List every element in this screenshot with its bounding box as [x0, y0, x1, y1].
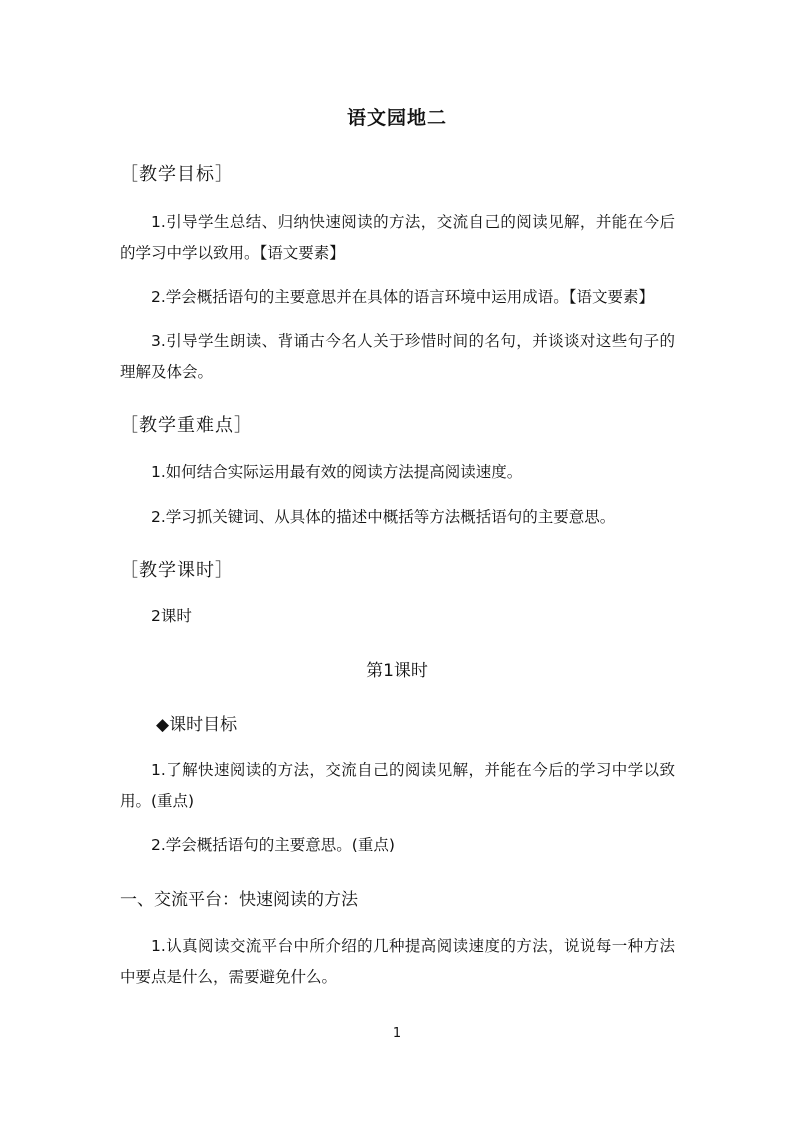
- goals-heading: ［教学目标］: [120, 164, 234, 185]
- goal-item-2: 2.学会概括语句的主要意思并在具体的语言环境中运用成语。【语文要素】: [151, 288, 655, 306]
- lesson-goals-heading: ◆课时目标: [156, 715, 238, 735]
- periods-heading: ［教学课时］: [120, 560, 234, 581]
- page-number: 1: [392, 1026, 402, 1041]
- keypoint-item-1: 1.如何结合实际运用最有效的阅读方法提高阅读速度。: [151, 463, 523, 481]
- periods-text: 2课时: [151, 607, 192, 625]
- part1-item-1: 1.认真阅读交流平台中所介绍的几种提高阅读速度的方法，说说每一种方法中要点是什么，需要避免什么。: [120, 937, 675, 986]
- goal-item-3: 3.引导学生朗读、背诵古今名人关于珍惜时间的名句，并谈谈对这些句子的理解及体会。: [120, 332, 675, 381]
- part1-heading: 一、交流平台：快速阅读的方法: [120, 890, 358, 910]
- page-title: 语文园地二: [346, 107, 447, 129]
- goal-item-1: 1.引导学生总结、归纳快速阅读的方法，交流自己的阅读见解，并能在今后的学习中学以致用。【语文要素】: [120, 213, 675, 262]
- lesson-goal-item-2: 2.学会概括语句的主要意思。(重点): [151, 836, 395, 854]
- keypoints-heading: ［教学重难点］: [120, 415, 253, 436]
- keypoint-item-2: 2.学习抓关键词、从具体的描述中概括等方法概括语句的主要意思。: [151, 508, 616, 526]
- lesson-heading: 第1课时: [366, 661, 428, 681]
- lesson-goal-item-1: 1.了解快速阅读的方法，交流自己的阅读见解，并能在今后的学习中学以致用。(重点): [120, 761, 675, 810]
